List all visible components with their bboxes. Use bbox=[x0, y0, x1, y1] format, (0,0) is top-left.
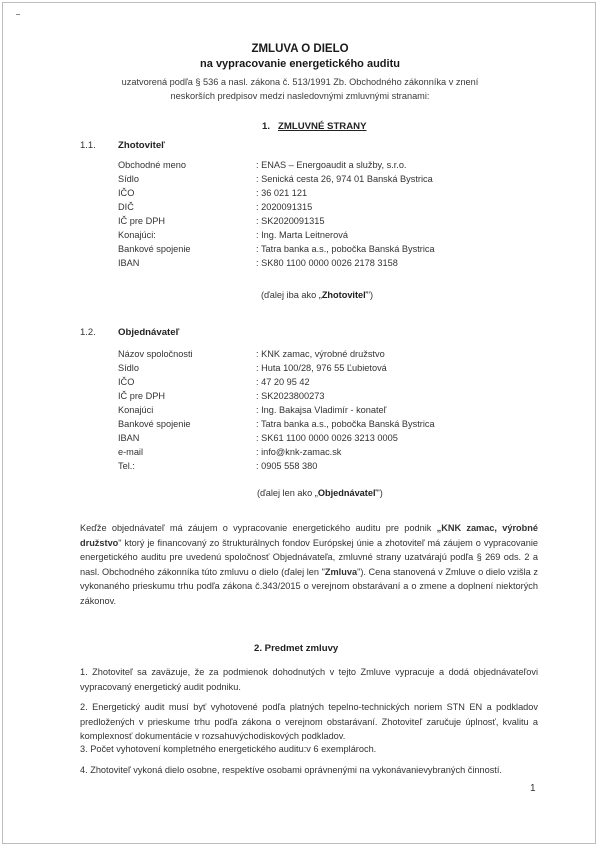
detail-label: DIČ bbox=[118, 202, 134, 212]
detail-value: : 0905 558 380 bbox=[256, 461, 318, 471]
detail-value: : info@knk-zamac.sk bbox=[256, 447, 342, 457]
detail-value: : Ing. Bakajsa Vladimír - konateľ bbox=[256, 405, 387, 415]
intro-line-2: neskorších predpisov medzi nasledovnými zmluvnými stranami: bbox=[170, 91, 430, 101]
preamble-text-1: Keďže objednávateľ má záujem o vypracovanie energetického auditu pre podnik bbox=[80, 523, 437, 533]
detail-value: : 36 021 121 bbox=[256, 188, 308, 198]
detail-label: Názov spoločnosti bbox=[118, 349, 193, 359]
detail-value: : 47 20 95 42 bbox=[256, 377, 310, 387]
alias-prefix: (ďalej len ako „ bbox=[257, 488, 318, 498]
scan-mark bbox=[16, 14, 20, 15]
detail-label: Bankové spojenie bbox=[118, 244, 191, 254]
preamble-text-3: "). Cena stanovená v Zmluve o dielo vzišla z vykonaného prieskumu trhu podľa zákona č.343/2015 o verejnom obstarávaní a o zmene a doplnení niektorých zákonov. bbox=[80, 566, 538, 606]
alias-suffix: ") bbox=[376, 488, 383, 498]
party-1-alias bbox=[261, 290, 373, 300]
section-2-item-2: 2. Energetický audit musí byť vyhotovené podľa platných tepelno-technických noriem STN EN a podkladov predložených v prieskume trhu podľa zákona o verejnom obstarávaní. Zhotoviteľ zaručuje úplnosť, kvalitu a komplexnosť dokumentácie v rozsahuvýchodiskových podkladov. bbox=[80, 702, 538, 742]
alias-suffix: ") bbox=[366, 290, 374, 300]
section-2-item-1: 1. Zhotoviteľ sa zaväzuje, že za podmienok dohodnutých v tejto Zmluve vypracuje a dodá objednávateľovi vypracovaný energetický audit podniku. bbox=[80, 667, 538, 692]
detail-value: : SK61 1100 0000 0026 3213 0005 bbox=[256, 433, 398, 443]
detail-label: Obchodné meno bbox=[118, 160, 186, 170]
detail-label: Bankové spojenie bbox=[118, 419, 191, 429]
detail-value: : 2020091315 bbox=[256, 202, 313, 212]
party-2-number: 1.2. bbox=[80, 327, 96, 338]
detail-value: : Tatra banka a.s., pobočka Banská Bystrica bbox=[256, 244, 435, 254]
preamble-paragraph bbox=[80, 521, 538, 609]
detail-label: e-mail bbox=[118, 447, 144, 457]
detail-value: : SK80 1100 0000 0026 2178 3158 bbox=[256, 258, 398, 268]
section-2-item-4: 4. Zhotoviteľ vykoná dielo osobne, respektíve osobami oprávnenými na vykonávanievybraných činností. bbox=[80, 765, 502, 775]
detail-label: IBAN bbox=[118, 258, 140, 268]
alias-prefix: (ďalej iba ako „ bbox=[261, 290, 322, 300]
alias-name: Objednávateľ bbox=[317, 488, 377, 498]
detail-label: Konajúci: bbox=[118, 230, 156, 240]
section-1-heading bbox=[262, 121, 367, 132]
detail-label: IČO bbox=[118, 188, 135, 198]
detail-label: IBAN bbox=[118, 433, 140, 443]
alias-name: Zhotoviteľ bbox=[321, 290, 367, 300]
detail-label: IČ pre DPH bbox=[118, 391, 165, 401]
intro-line-1: uzatvorená podľa § 536 a nasl. zákona č. 513/1991 Zb. Obchodného zákonníka v znení bbox=[121, 77, 479, 87]
detail-label: IČ pre DPH bbox=[118, 216, 165, 226]
party-1-heading: Zhotoviteľ bbox=[118, 140, 165, 151]
detail-label: IČO bbox=[118, 377, 135, 387]
preamble-bold-1: „KNK zamac, výrobné družstvo bbox=[80, 523, 538, 548]
detail-value: : KNK zamac, výrobné družstvo bbox=[256, 349, 385, 359]
section-1-title: ZMLUVNÉ STRANY bbox=[278, 121, 367, 132]
section-1-number: 1. bbox=[262, 121, 271, 132]
detail-value: : ENAS – Energoaudit a služby, s.r.o. bbox=[256, 160, 407, 170]
detail-value: : Senická cesta 26, 974 01 Banská Bystrica bbox=[256, 174, 433, 184]
preamble-bold-2: Zmluva bbox=[324, 566, 358, 577]
party-1-number: 1.1. bbox=[80, 140, 96, 151]
section-2-item-3: 3. Počet vyhotovení kompletného energetického auditu:v 6 exemplároch. bbox=[80, 744, 377, 754]
section-2-heading: 2. Predmet zmluvy bbox=[254, 643, 339, 654]
detail-label: Sídlo bbox=[118, 174, 139, 184]
detail-label: Tel.: bbox=[118, 461, 135, 471]
detail-label: Sídlo bbox=[118, 363, 139, 373]
preamble-text-2: " ktorý je financovaný zo štrukturálnych fondov Európskej únie a zhotoviteľ má záujem o vypracovanie energetického auditu pre uvedenú spoločnosť Objednávateľa, zmluvné strany uzatvárajú podľa § 269 ods. 2 a nasl. Obchodného zákonníka túto zmluvu o dielo (ďalej len " bbox=[80, 537, 538, 577]
detail-value: : Ing. Marta Leitnerová bbox=[256, 230, 348, 240]
party-2-alias bbox=[257, 488, 383, 498]
document-title: ZMLUVA O DIELO bbox=[251, 43, 349, 55]
detail-value: : SK2023800273 bbox=[256, 391, 325, 401]
page-number: 1 bbox=[530, 783, 536, 794]
document-subtitle: na vypracovanie energetického auditu bbox=[200, 58, 400, 70]
detail-value: : Huta 100/28, 976 55 Ľubietová bbox=[256, 363, 387, 373]
detail-label: Konajúci bbox=[118, 405, 154, 415]
detail-value: : SK2020091315 bbox=[256, 216, 325, 226]
detail-value: : Tatra banka a.s., pobočka Banská Bystrica bbox=[256, 419, 435, 429]
party-2-heading: Objednávateľ bbox=[118, 327, 180, 338]
